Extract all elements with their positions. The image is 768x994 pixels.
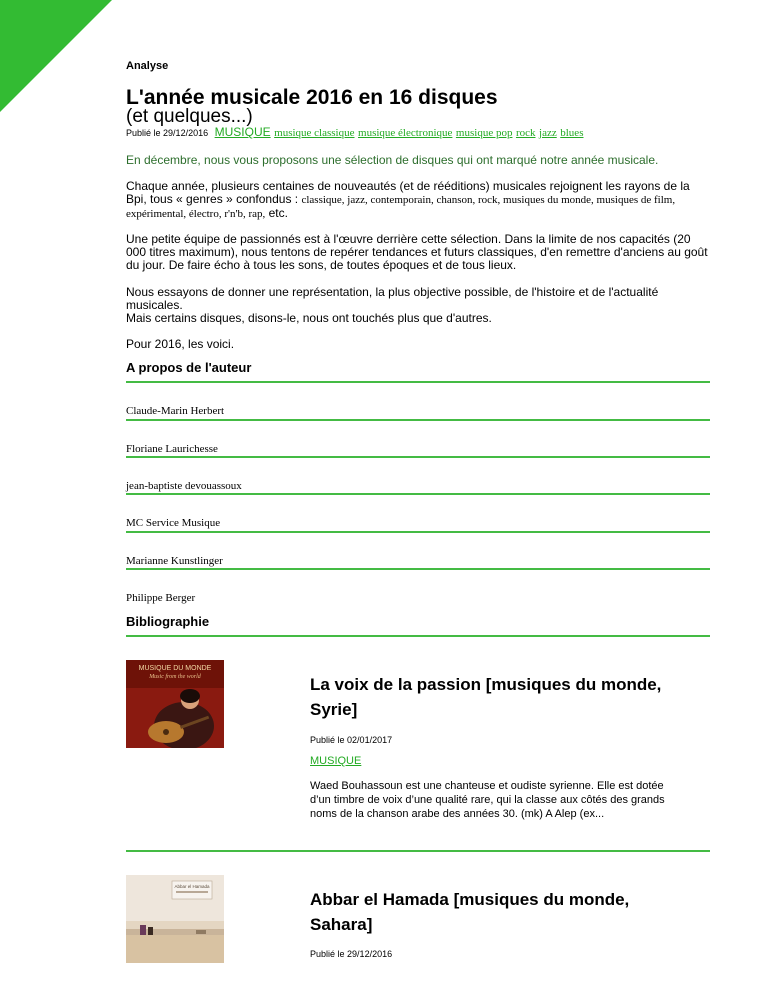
published-label: Publié le <box>310 949 345 959</box>
genre-list: classique, jazz, contemporain, chanson, rock, musiques du monde, musiques de film, expérimental, électro, r'n'b, rap, <box>126 194 676 220</box>
divider <box>126 419 710 421</box>
tag-musique[interactable]: MUSIQUE <box>214 125 271 139</box>
author-link[interactable]: jean-baptiste devouassoux <box>126 480 242 492</box>
cover-subtext: Music from the world <box>149 674 201 680</box>
paragraph-intro-end: etc. <box>268 206 288 220</box>
cover-text: Abbar el Hamada <box>174 884 210 889</box>
about-heading: A propos de l'auteur <box>126 360 252 375</box>
paragraph-representation-text: Nous essayons de donner une représentation, la plus objective possible, de l'histoire et de l'actualité musicales. <box>126 285 659 312</box>
published-date: 29/12/2016 <box>163 128 209 138</box>
bibliography-heading: Bibliographie <box>126 614 210 629</box>
article-meta <box>126 125 583 139</box>
paragraph-intro-text: Chaque année, plusieurs centaines de nouveautés (et de rééditions) musicales rejoignent les rayons de la Bpi, tous « genres » confondus : <box>126 179 690 206</box>
tag-musique-pop[interactable]: musique pop <box>455 127 513 139</box>
author-link[interactable]: Marianne Kunstlinger <box>126 555 223 567</box>
article-subtitle: (et quelques...) <box>126 106 253 127</box>
article-lead: En décembre, nous vous proposons une sélection de disques qui ont marqué notre année musicale. <box>126 153 659 167</box>
tag-musique-classique[interactable]: musique classique <box>274 127 355 139</box>
divider <box>126 850 710 852</box>
tag-jazz[interactable]: jazz <box>539 127 557 139</box>
divider <box>126 568 710 570</box>
album-tag-musique[interactable]: MUSIQUE <box>310 755 362 767</box>
divider <box>126 493 710 495</box>
corner-decoration <box>0 0 112 112</box>
author-link[interactable]: Claude-Marin Herbert <box>126 405 225 417</box>
divider <box>126 456 710 458</box>
divider <box>126 531 710 533</box>
cover-text: MUSIQUE DU MONDE <box>138 665 212 672</box>
tag-blues[interactable]: blues <box>560 127 584 139</box>
paragraph-representation <box>126 286 710 325</box>
album-published <box>310 735 392 745</box>
divider <box>126 381 710 383</box>
album-published <box>310 949 392 959</box>
article-title: L'année musicale 2016 en 16 disques <box>126 86 498 109</box>
author-link[interactable]: MC Service Musique <box>126 517 221 529</box>
article-kicker: Analyse <box>126 60 169 72</box>
published-date: 29/12/2016 <box>347 949 393 959</box>
tag-musique-electronique[interactable]: musique électronique <box>358 127 453 139</box>
published-label: Publié le <box>310 735 345 745</box>
paragraph-touched: Mais certains disques, disons-le, nous ont touchés plus que d'autres. <box>126 311 492 325</box>
tag-rock[interactable]: rock <box>515 127 536 139</box>
album-title[interactable]: Abbar el Hamada [musiques du monde, Sahara] <box>310 890 630 934</box>
divider <box>126 635 710 637</box>
paragraph-intro <box>126 180 710 221</box>
album-cover-la-voix-de-la-passion[interactable] <box>126 660 224 748</box>
author-link[interactable]: Philippe Berger <box>126 592 196 604</box>
album-title[interactable]: La voix de la passion [musiques du monde, Syrie] <box>310 675 662 719</box>
published-label: Publié le <box>126 128 161 138</box>
album-cover-abbar-el-hamada[interactable] <box>126 875 224 963</box>
paragraph-2016: Pour 2016, les voici. <box>126 337 235 351</box>
album-description: Waed Bouhassoun est une chanteuse et oudiste syrienne. Elle est dotée d’un timbre de voix d’une qualité rare, qui la classe aux côtés des grands noms de la chanson arabe des années 30. (mk) A Alep (ex... <box>310 780 665 820</box>
paragraph-team: Une petite équipe de passionnés est à l'œuvre derrière cette sélection. Dans la limite de nos capacités (20 000 titres maximum), nous tentons de repérer tendances et futurs classiques, d'en remettre d'anciens au goût du jour. De faire écho à tous les sons, de toutes époques et de tous lieux. <box>126 232 708 272</box>
published-date: 02/01/2017 <box>347 735 393 745</box>
author-link[interactable]: Floriane Laurichesse <box>126 443 218 455</box>
